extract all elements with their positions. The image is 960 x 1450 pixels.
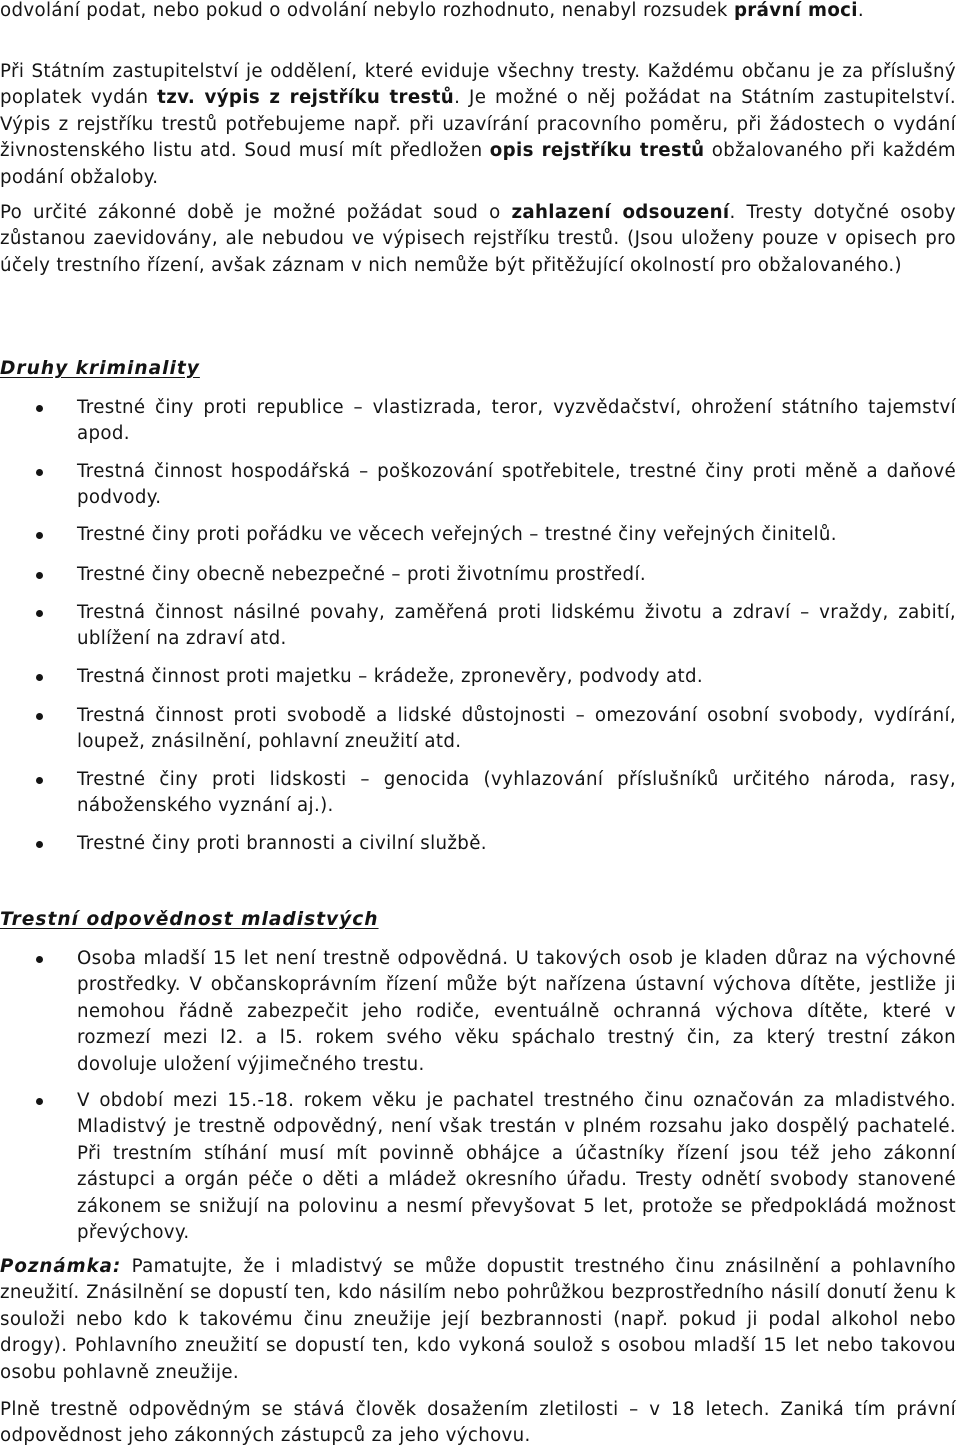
list-item bbox=[0, 767, 956, 820]
list-item bbox=[0, 831, 956, 857]
section-heading-crime-types: Druhy kriminality bbox=[0, 358, 200, 379]
paragraph-text: . bbox=[857, 0, 865, 21]
list-item-text: Trestná činnost proti majetku – krádeže, zpronevěry, podvody atd. bbox=[77, 666, 703, 687]
bold-term: opis rejstříku trestů bbox=[489, 140, 705, 162]
paragraph-note bbox=[0, 1254, 956, 1386]
list-item-text: Osoba mladší 15 let není trestně odpovědná. U takových osob je kladen důraz na výchovné prostředky. V občanskoprávním řízení může být nařízena ústavní výchova dítěte, jestliže ji nemohou řádně zabezpečit jeho rodiče, eventuálně ochranná výchova dítěte, které v rozmezí mezi l2. a l5. rokem svého věku spáchalo trestný čin, za který trestní zákon dovoluje uložení výjimečného trestu. bbox=[77, 948, 956, 1075]
bullet-icon bbox=[36, 841, 43, 848]
bullet-icon bbox=[36, 469, 43, 476]
paragraph-text: Po určité zákonné době je možné požádat soud o bbox=[0, 202, 512, 223]
list-item-text: Trestné činy proti brannosti a civilní službě. bbox=[77, 833, 487, 854]
list-item-text: V období mezi 15.-18. rokem věku je pachatel trestného činu označován za mladistvého. Mladistvý je trestně odpovědný, není však trestán v plném rozsahu jako dospělý pachatelé. Při trestním stíhání musí mít povinně obhájce a účastníky řízení jsou též jeho zákonní zástupci a orgán péče o děti a mládež okresního úřadu. Tresty odnětí svobody stanovené zákonem se snižují na polovinu a nesmí převyšovat 5 let, protože se předpokládá možnost převýchovy. bbox=[77, 1090, 956, 1244]
bullet-icon bbox=[36, 532, 43, 539]
list-item bbox=[0, 600, 956, 653]
list-item-text: Trestné činy proti pořádku ve věcech veřejných – trestné činy veřejných činitelů. bbox=[77, 524, 837, 545]
list-item bbox=[0, 664, 956, 690]
paragraph-expungement bbox=[0, 200, 956, 279]
list-item-text: Trestná činnost proti svobodě a lidské důstojnosti – omezování osobní svobody, vydírání, loupež, znásilnění, pohlavní zneužití atd. bbox=[77, 705, 956, 753]
paragraph-text: . Tresty dotyčné osoby zůstanou zaevidovány, ale nebudou ve výpisech rejstříku trestů. (Jsou uloženy pouze v opisech pro účely trestního řízení, avšak záznam v nich nemůže být přitěžující okolností pro obžalovaného.) bbox=[0, 202, 956, 276]
bullet-icon bbox=[36, 572, 43, 579]
paragraph-text: odvolání podat, nebo pokud o odvolání nebylo rozhodnuto, nenabyl rozsudek bbox=[0, 0, 734, 21]
paragraph-text: Při Státním zastupitelství je oddělení, které eviduje všechny tresty. Každému občanu je za příslušný poplatek vydán bbox=[0, 61, 956, 109]
list-item bbox=[0, 395, 956, 448]
section-heading-juvenile-liability: Trestní odpovědnost mladistvých bbox=[0, 909, 379, 930]
bullet-icon bbox=[36, 777, 43, 784]
bullet-icon bbox=[36, 713, 43, 720]
note-label: Poznámka: bbox=[0, 1256, 122, 1277]
list-item-text: Trestná činnost násilné povahy, zaměřená proti lidskému životu a zdraví – vraždy, zabití, ublížení na zdraví atd. bbox=[77, 602, 956, 650]
bold-term: zahlazení odsouzení bbox=[511, 202, 730, 223]
bold-term: tzv. výpis z rejstříku trestů bbox=[157, 87, 455, 109]
list-item bbox=[0, 562, 956, 588]
paragraph-full-liability: Plně trestně odpovědným se stává člověk dosažením zletilosti – v 18 letech. Zaniká tím právní odpovědnost jeho zákonných zástupců za jeho výchovu. bbox=[0, 1399, 956, 1447]
list-item bbox=[0, 522, 956, 548]
list-item-text: Trestné činy obecně nebezpečné – proti životnímu prostředí. bbox=[77, 564, 646, 585]
bullet-icon bbox=[36, 1098, 43, 1105]
list-item-text: Trestné činy proti republice – vlastizrada, teror, vyzvědačství, ohrožení státního tajemství apod. bbox=[77, 397, 956, 445]
list-item-text: Trestné činy proti lidskosti – genocida (vyhlazování příslušníků určitého národa, rasy, náboženského vyznání aj.). bbox=[77, 769, 956, 817]
paragraph-text: obžalovaného při každém podání obžaloby. bbox=[0, 140, 956, 188]
paragraph-text: . Je možné o něj požádat na Státním zastupitelství. Výpis z rejstříku trestů potřebujeme např. při uzavírání pracovního poměru, při žádostech o vydání živnostenského listu atd. Soud musí mít předložen bbox=[0, 87, 956, 162]
bullet-icon bbox=[36, 956, 43, 963]
paragraph-appeal bbox=[0, 0, 956, 24]
list-item bbox=[0, 459, 956, 512]
bullet-icon bbox=[36, 405, 43, 412]
paragraph-criminal-record bbox=[0, 59, 956, 191]
list-item-text: Trestná činnost hospodářská – poškozování spotřebitele, trestné činy proti měně a daňové podvody. bbox=[77, 461, 956, 509]
paragraph-text: Pamatujte, že i mladistvý se může dopustit trestného činu znásilnění a pohlavního zneužití. Znásilnění se dopustí ten, kdo násilím nebo pohrůžkou bezprostředního násilí donutí ženu k souloži nebo kdo k takovému činu zneužije její bezbrannosti (např. pokud ji podal alkohol nebo drogy). Pohlavního zneužití se dopustí ten, kdo vykoná soulož s osobou mladší 15 let nebo takovou osobu pohlavně zneužije. bbox=[0, 1256, 956, 1383]
bullet-icon bbox=[36, 610, 43, 617]
list-item bbox=[0, 703, 956, 756]
bullet-icon bbox=[36, 674, 43, 681]
bold-term: právní moci bbox=[733, 0, 858, 21]
list-item bbox=[0, 946, 956, 1078]
list-item bbox=[0, 1088, 956, 1246]
